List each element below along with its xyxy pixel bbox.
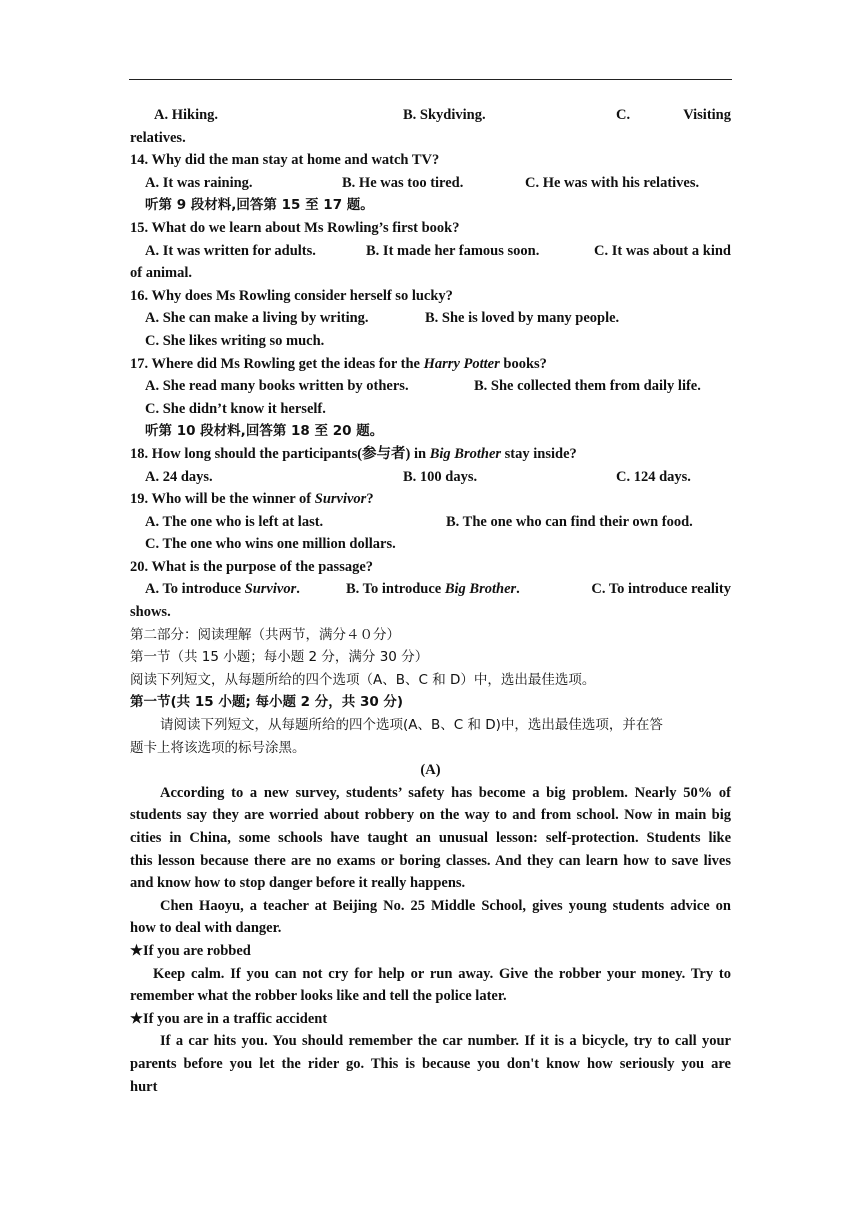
passage-heading-accident: ★If you are in a traffic accident: [130, 1010, 328, 1027]
passage-p1-line3: cities in China, some schools have taught an unusual lesson: self-protection. Students like: [130, 830, 731, 846]
part2-instruction2-line2: 题卡上将该选项的标号涂黑。: [130, 739, 306, 756]
q14-options: [130, 172, 731, 195]
q18-question-text: 18. How long should the participants(参与者) in: [130, 445, 430, 462]
q20-option-a: A. To introduce Survivor.: [145, 581, 300, 598]
q16-option-c: C. She likes writing so much.: [145, 332, 325, 349]
q18-option-a: A. 24 days.: [145, 468, 213, 485]
q17-book-title: Harry Potter: [423, 355, 500, 372]
exam-page: [130, 104, 731, 1098]
passage-p1-line2: students say they are worried about robbery on the way to and from school. Now in main big: [130, 807, 731, 824]
q20-question: 20. What is the purpose of the passage?: [130, 558, 374, 575]
q13-option-c-text: Visiting: [683, 107, 731, 123]
q14-option-c: C. He was with his relatives.: [525, 174, 700, 191]
q19-options: [130, 511, 731, 534]
q18-question-end: stay inside?: [501, 445, 577, 462]
q19-option-a: A. The one who is left at last.: [145, 513, 324, 530]
q18-show-title: Big Brother: [429, 445, 502, 462]
passage-p2-line2: how to deal with danger.: [130, 920, 282, 937]
header-rule: [129, 79, 732, 80]
q18-option-c: C. 124 days.: [616, 468, 691, 485]
q20-option-b-text: B. To introduce: [346, 581, 445, 598]
q15-option-wrap: of animal.: [130, 265, 193, 282]
q19-option-c: C. The one who wins one million dollars.: [145, 536, 396, 553]
q15-option-a: A. It was written for adults.: [145, 242, 316, 259]
passage-p4-line1: If a car hits you. You should remember the car number. If it is a bicycle, try to call your: [160, 1033, 731, 1050]
q16-options: [130, 307, 731, 330]
q20-options: [130, 578, 731, 601]
passage-p1-line4: this lesson because there are no exams or boring classes. And they can learn how to save lives: [130, 852, 731, 869]
q18-options: [130, 466, 731, 489]
q20-option-a-text: A. To introduce: [145, 581, 245, 598]
q16-option-a: A. She can make a living by writing.: [145, 310, 369, 327]
q15-options: [130, 240, 731, 263]
q13-option-c-wrap: relatives.: [130, 129, 186, 146]
q14-question: 14. Why did the man stay at home and watch TV?: [130, 152, 440, 169]
q13-option-a: A. Hiking.: [154, 107, 219, 123]
q19-show-title: Survivor: [314, 491, 367, 508]
q20-option-b-title: Big Brother: [444, 581, 517, 598]
section-note-9: 听第 9 段材料,回答第 15 至 17 题。: [145, 197, 374, 214]
passage-p2-line1: Chen Haoyu, a teacher at Beijing No. 25 Middle School, gives young students advice on: [160, 897, 731, 914]
q19-question-text: 19. Who will be the winner of: [130, 491, 315, 508]
part2-section1: 第一节（共 15 小题；每小题 2 分，满分 30 分）: [130, 649, 429, 666]
passage-p1-line1: According to a new survey, students’ safety has become a big problem. Nearly 50% of: [160, 784, 731, 801]
q18-option-b: B. 100 days.: [403, 468, 478, 485]
q13-options: [130, 104, 731, 127]
q20-option-c: C. To introduce reality: [591, 581, 731, 598]
q17-option-c: C. She didn’t know it herself.: [145, 400, 326, 417]
q13-option-b: B. Skydiving.: [403, 107, 486, 123]
q15-question: 15. What do we learn about Ms Rowling’s first book?: [130, 219, 460, 236]
q19-question: [130, 488, 731, 511]
q14-option-a: A. It was raining.: [145, 174, 253, 191]
q16-question: 16. Why does Ms Rowling consider herself so lucky?: [130, 287, 453, 304]
passage-p3-line1: Keep calm. If you can not cry for help or run away. Give the robber your money. Try to: [153, 965, 731, 982]
q14-option-b: B. He was too tired.: [342, 174, 464, 191]
q17-option-a: A. She read many books written by others.: [145, 378, 409, 395]
passage-heading-robbed: ★If you are robbed: [130, 942, 251, 959]
passage-p4-line2: parents before you let the rider go. This is because you don't know how seriously you are: [130, 1055, 731, 1072]
q17-question-end: books?: [499, 355, 547, 372]
q17-question-text: 17. Where did Ms Rowling get the ideas for the: [130, 355, 424, 372]
part2-instruction1: 阅读下列短文，从每题所给的四个选项（A、B、C 和 D）中，选出最佳选项。: [130, 671, 596, 688]
q17-options: [130, 375, 731, 398]
q16-option-b: B. She is loved by many people.: [425, 310, 620, 327]
q15-option-c: C. It was about a kind: [594, 242, 731, 259]
q18-question: [130, 443, 731, 466]
passage-p3-line2: remember what the robber looks like and tell the police later.: [130, 988, 507, 1005]
q17-option-b: B. She collected them from daily life.: [474, 378, 701, 395]
q17-question: [130, 353, 731, 376]
q19-option-b: B. The one who can find their own food.: [446, 513, 693, 530]
q19-question-end: ?: [366, 491, 374, 508]
q13-option-c: C.: [616, 107, 631, 123]
q20-option-wrap: shows.: [130, 604, 171, 621]
passage-p4-line3: hurt: [130, 1078, 158, 1095]
part2-heading: 第二部分：阅读理解（共两节，满分４０分）: [130, 626, 400, 643]
section-note-10: 听第 10 段材料,回答第 18 至 20 题。: [145, 423, 384, 440]
passage-label: (A): [420, 762, 441, 779]
passage-p1-line5: and know how to stop danger before it really happens.: [130, 875, 466, 892]
q20-option-b: B. To introduce Big Brother.: [346, 581, 520, 598]
q15-option-b: B. It made her famous soon.: [366, 242, 540, 259]
part2-instruction2-line1: 请阅读下列短文，从每题所给的四个选项(A、B、C 和 D)中，选出最佳选项，并在答: [160, 717, 663, 734]
part2-section1-alt: 第一节(共 15 小题; 每小题 2 分，共 30 分): [130, 694, 404, 711]
q20-option-a-title: Survivor: [244, 581, 297, 598]
